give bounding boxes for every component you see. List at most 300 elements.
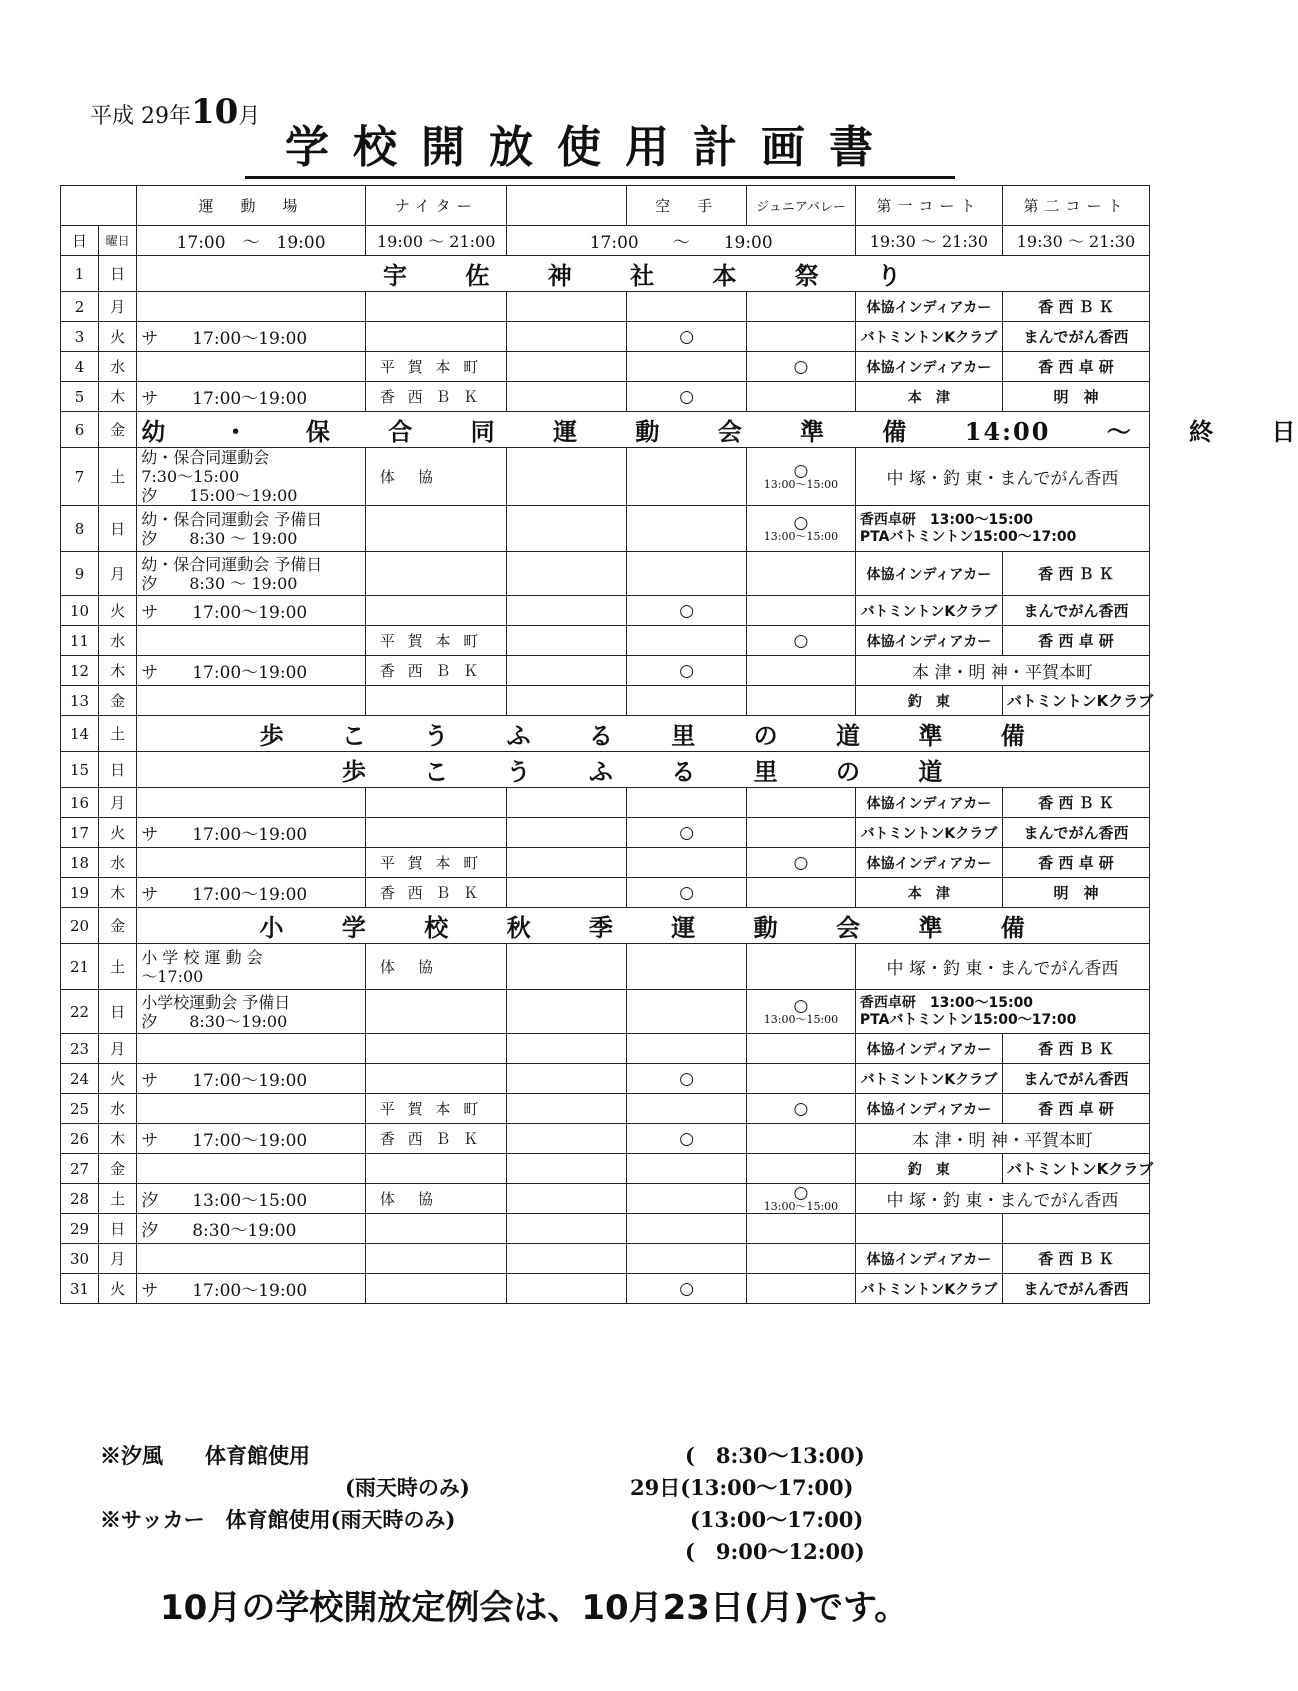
day-row <box>61 848 1150 878</box>
weekday: 金 <box>99 686 137 716</box>
time-nighter: 19:00 ～ 21:00 <box>365 226 507 256</box>
weekday: 月 <box>99 788 137 818</box>
junior-volley-time: 13:00～15:00 <box>763 1199 839 1213</box>
karate-cell: ○ <box>627 818 747 848</box>
ground-line-2: ～17:00 <box>141 966 204 986</box>
court-2-cell: 香 西 卓 研 <box>1002 352 1149 382</box>
blank-cell <box>507 944 627 990</box>
karate-cell <box>627 1154 747 1184</box>
ground-cell <box>137 1154 366 1184</box>
karate-cell <box>627 552 747 596</box>
court-1-cell: 体協インディアカー <box>855 1034 1002 1064</box>
junior-volley-cell: ○ <box>747 352 856 382</box>
weekday: 水 <box>99 626 137 656</box>
blank-cell <box>507 1274 627 1304</box>
junior-volley-time: 13:00～15:00 <box>763 529 839 543</box>
junior-volley-cell <box>747 1064 856 1094</box>
day-row <box>61 1094 1150 1124</box>
junior-volley-cell <box>747 1274 856 1304</box>
column-nighter: ナイター <box>365 186 507 226</box>
day-row <box>61 292 1150 322</box>
court-line-1: 香西卓研 13:00～15:00 <box>859 511 1034 528</box>
junior-volley-cell: ○ <box>747 626 856 656</box>
day-number: 23 <box>61 1034 99 1064</box>
day-number: 26 <box>61 1124 99 1154</box>
karate-cell <box>627 1214 747 1244</box>
day-row <box>61 944 1150 990</box>
day-row <box>61 1154 1150 1184</box>
court-2-cell <box>1002 1214 1149 1244</box>
weekday: 火 <box>99 596 137 626</box>
junior-volley-cell <box>747 1154 856 1184</box>
ground-cell: サ 17:00～19:00 <box>137 382 366 412</box>
day-number: 7 <box>61 448 99 506</box>
column-karate: 空 手 <box>627 186 747 226</box>
blank-cell <box>507 596 627 626</box>
day-row <box>61 1214 1150 1244</box>
blank-cell <box>507 1154 627 1184</box>
column-junior-volley: ジュニアバレー <box>747 186 856 226</box>
karate-cell: ○ <box>627 322 747 352</box>
court-1-cell: 本 津 <box>855 878 1002 908</box>
note-shiokaze-time: ( 8:30～13:00) <box>685 1443 865 1468</box>
day-row <box>61 552 1150 596</box>
court-line-1: 香西卓研 13:00～15:00 <box>859 994 1034 1011</box>
karate-cell <box>627 990 747 1034</box>
junior-volley-cell <box>747 686 856 716</box>
day-number: 5 <box>61 382 99 412</box>
day-number: 22 <box>61 990 99 1034</box>
court-combined <box>855 506 1149 552</box>
karate-cell <box>627 292 747 322</box>
era-prefix: 平成 29年 <box>90 104 191 129</box>
junior-volley-cell <box>747 506 856 552</box>
day-row <box>61 1034 1150 1064</box>
blank-cell <box>507 848 627 878</box>
day-row <box>61 788 1150 818</box>
weekday: 日 <box>99 1214 137 1244</box>
junior-volley-cell <box>747 656 856 686</box>
karate-cell <box>627 626 747 656</box>
junior-volley-cell <box>747 990 856 1034</box>
weekday: 金 <box>99 1154 137 1184</box>
karate-cell: ○ <box>627 1124 747 1154</box>
note-rain-only: (雨天時のみ) <box>345 1475 470 1500</box>
court-1-cell: バトミントンKクラブ <box>855 322 1002 352</box>
junior-volley-cell <box>747 322 856 352</box>
nighter-cell <box>365 596 507 626</box>
ground-cell <box>137 990 366 1034</box>
nighter-cell <box>365 1274 507 1304</box>
nighter-cell: 平 賀 本 町 <box>365 626 507 656</box>
court-2-cell: バトミントンKクラブ <box>1002 1154 1149 1184</box>
karate-cell <box>627 1094 747 1124</box>
court-2-cell: 香 西 卓 研 <box>1002 626 1149 656</box>
day-number: 6 <box>61 412 99 448</box>
column-court-2: 第二コート <box>1002 186 1149 226</box>
day-row <box>61 1244 1150 1274</box>
court-2-cell: バトミントンKクラブ <box>1002 686 1149 716</box>
junior-volley-mark: ○ <box>793 1182 809 1203</box>
court-2-cell: まんでがん香西 <box>1002 1274 1149 1304</box>
event-banner: 歩 こ う ふ る 里 の 道 準 備 <box>137 716 1150 752</box>
weekday-label: 曜日 <box>99 226 137 256</box>
blank-cell <box>507 788 627 818</box>
nighter-cell <box>365 292 507 322</box>
weekday: 火 <box>99 1274 137 1304</box>
ground-line-1: 幼・保合同運動会 <box>141 448 270 467</box>
day-row <box>61 716 1150 752</box>
ground-cell <box>137 686 366 716</box>
day-row <box>61 1274 1150 1304</box>
day-number: 31 <box>61 1274 99 1304</box>
weekday: 月 <box>99 1034 137 1064</box>
court-2-cell: 明 神 <box>1002 382 1149 412</box>
junior-volley-cell <box>747 448 856 506</box>
junior-volley-cell <box>747 1184 856 1214</box>
note-shiokaze: ※汐風 体育館使用 <box>100 1443 310 1468</box>
blank-cell <box>507 322 627 352</box>
junior-volley-cell <box>747 552 856 596</box>
junior-volley-cell <box>747 382 856 412</box>
weekday: 月 <box>99 552 137 596</box>
day-row <box>61 908 1150 944</box>
ground-cell: サ 17:00～19:00 <box>137 656 366 686</box>
day-number: 24 <box>61 1064 99 1094</box>
blank-cell <box>507 1064 627 1094</box>
time-ground: 17:00 ～ 19:00 <box>137 226 366 256</box>
court-1-cell <box>855 1214 1002 1244</box>
blank-cell <box>507 818 627 848</box>
junior-volley-time: 13:00～15:00 <box>763 1012 839 1026</box>
weekday: 日 <box>99 990 137 1034</box>
junior-volley-cell <box>747 878 856 908</box>
weekday: 金 <box>99 412 137 448</box>
ground-cell: サ 17:00～19:00 <box>137 596 366 626</box>
ground-line-1: 幼・保合同運動会 予備日 <box>141 554 323 574</box>
day-number: 15 <box>61 752 99 788</box>
day-row <box>61 448 1150 506</box>
weekday: 金 <box>99 908 137 944</box>
weekday: 日 <box>99 506 137 552</box>
court-2-cell: 香 西 卓 研 <box>1002 1094 1149 1124</box>
ground-cell <box>137 1034 366 1064</box>
day-row <box>61 1124 1150 1154</box>
ground-cell: サ 17:00～19:00 <box>137 1064 366 1094</box>
karate-cell <box>627 686 747 716</box>
time-court-2: 19:30 ～ 21:30 <box>1002 226 1149 256</box>
column-ground: 運 動 場 <box>137 186 366 226</box>
ground-cell: サ 17:00～19:00 <box>137 1274 366 1304</box>
day-row <box>61 818 1150 848</box>
ground-cell <box>137 848 366 878</box>
karate-cell <box>627 448 747 506</box>
nighter-cell: 平 賀 本 町 <box>365 848 507 878</box>
column-blank <box>507 186 627 226</box>
weekday: 土 <box>99 716 137 752</box>
karate-cell: ○ <box>627 1064 747 1094</box>
era-date <box>90 92 260 132</box>
day-number: 9 <box>61 552 99 596</box>
junior-volley-cell <box>747 596 856 626</box>
weekday: 木 <box>99 656 137 686</box>
court-line-2: PTAバトミントン15:00～17:00 <box>859 1011 1077 1028</box>
court-2-cell: 明 神 <box>1002 878 1149 908</box>
day-number: 17 <box>61 818 99 848</box>
day-number: 18 <box>61 848 99 878</box>
nighter-cell <box>365 322 507 352</box>
junior-volley-cell <box>747 788 856 818</box>
court-1-cell: バトミントンKクラブ <box>855 596 1002 626</box>
ground-cell <box>137 506 366 552</box>
court-1-cell: 釣 東 <box>855 1154 1002 1184</box>
court-combined: 中 塚・釣 東・まんでがん香西 <box>855 448 1149 506</box>
ground-cell: 汐 8:30～19:00 <box>137 1214 366 1244</box>
blank-cell <box>507 1034 627 1064</box>
day-number: 2 <box>61 292 99 322</box>
ground-cell <box>137 552 366 596</box>
month-suffix: 月 <box>238 104 261 129</box>
court-1-cell: 体協インディアカー <box>855 1244 1002 1274</box>
court-1-cell: 体協インディアカー <box>855 1094 1002 1124</box>
court-2-cell: まんでがん香西 <box>1002 322 1149 352</box>
ground-cell <box>137 1244 366 1274</box>
day-row <box>61 990 1150 1034</box>
weekday: 月 <box>99 1244 137 1274</box>
weekday: 火 <box>99 818 137 848</box>
ground-cell <box>137 352 366 382</box>
karate-cell <box>627 788 747 818</box>
day-number: 12 <box>61 656 99 686</box>
junior-volley-mark: ○ <box>793 460 809 481</box>
court-combined: 本 津・明 神・平賀本町 <box>855 1124 1149 1154</box>
blank-cell <box>507 382 627 412</box>
day-row <box>61 506 1150 552</box>
time-header-row <box>61 226 1150 256</box>
weekday: 火 <box>99 1064 137 1094</box>
blank-cell <box>507 292 627 322</box>
ground-cell <box>137 626 366 656</box>
column-header-row <box>61 186 1150 226</box>
blank-cell <box>507 626 627 656</box>
court-combined: 本 津・明 神・平賀本町 <box>855 656 1149 686</box>
court-combined: 中 塚・釣 東・まんでがん香西 <box>855 944 1149 990</box>
weekday: 水 <box>99 352 137 382</box>
meeting-notice: 10月の学校開放定例会は、10月23日(月)です。 <box>160 1588 909 1628</box>
note-soccer-time-2: ( 9:00～12:00) <box>685 1539 865 1564</box>
court-2-cell: まんでがん香西 <box>1002 1064 1149 1094</box>
nighter-cell: 香 西 Ｂ Ｋ <box>365 878 507 908</box>
court-1-cell: 体協インディアカー <box>855 626 1002 656</box>
junior-volley-mark: ○ <box>793 512 809 533</box>
day-number: 21 <box>61 944 99 990</box>
ground-line-2: 汐 8:30 ～ 19:00 <box>141 528 298 548</box>
day-number: 14 <box>61 716 99 752</box>
karate-cell <box>627 944 747 990</box>
junior-volley-cell: ○ <box>747 848 856 878</box>
nighter-cell: 平 賀 本 町 <box>365 1094 507 1124</box>
nighter-cell <box>365 1214 507 1244</box>
blank-cell <box>507 686 627 716</box>
karate-cell <box>627 506 747 552</box>
weekday: 日 <box>99 752 137 788</box>
weekday: 火 <box>99 322 137 352</box>
day-row <box>61 352 1150 382</box>
court-1-cell: バトミントンKクラブ <box>855 1274 1002 1304</box>
nighter-cell: 体 協 <box>365 944 507 990</box>
court-2-cell: まんでがん香西 <box>1002 596 1149 626</box>
nighter-cell: 平 賀 本 町 <box>365 352 507 382</box>
weekday: 木 <box>99 1124 137 1154</box>
note-soccer-time-1: (13:00～17:00) <box>690 1507 864 1532</box>
karate-cell <box>627 848 747 878</box>
court-combined <box>855 990 1149 1034</box>
blank-cell <box>507 878 627 908</box>
karate-cell: ○ <box>627 1274 747 1304</box>
court-1-cell: バトミントンKクラブ <box>855 818 1002 848</box>
day-row <box>61 1064 1150 1094</box>
court-line-2: PTAバトミントン15:00～17:00 <box>859 528 1077 545</box>
nighter-cell: 香 西 Ｂ Ｋ <box>365 1124 507 1154</box>
weekday: 土 <box>99 944 137 990</box>
schedule-table <box>60 185 1298 1304</box>
event-banner: 歩 こ う ふ る 里 の 道 <box>137 752 1150 788</box>
weekday: 土 <box>99 1184 137 1214</box>
day-number: 16 <box>61 788 99 818</box>
court-2-cell: まんでがん香西 <box>1002 818 1149 848</box>
note-soccer: ※サッカー 体育館使用(雨天時のみ) <box>100 1507 456 1532</box>
blank-cell <box>507 990 627 1034</box>
court-2-cell: 香 西 Ｂ Ｋ <box>1002 788 1149 818</box>
time-court-1: 19:30 ～ 21:30 <box>855 226 1002 256</box>
ground-cell <box>137 292 366 322</box>
court-1-cell: 体協インディアカー <box>855 352 1002 382</box>
court-2-cell: 香 西 Ｂ Ｋ <box>1002 1034 1149 1064</box>
karate-cell: ○ <box>627 878 747 908</box>
day-number: 4 <box>61 352 99 382</box>
blank-cell <box>507 1094 627 1124</box>
junior-volley-time: 13:00～15:00 <box>763 477 839 491</box>
day-row <box>61 752 1150 788</box>
ground-cell: サ 17:00～19:00 <box>137 818 366 848</box>
court-2-cell: 香 西 Ｂ Ｋ <box>1002 292 1149 322</box>
court-1-cell: 体協インディアカー <box>855 848 1002 878</box>
page-title: 学校開放使用計画書 <box>245 120 955 179</box>
day-number: 3 <box>61 322 99 352</box>
ground-cell: サ 17:00～19:00 <box>137 322 366 352</box>
day-number: 10 <box>61 596 99 626</box>
day-number: 8 <box>61 506 99 552</box>
event-banner: 小 学 校 秋 季 運 動 会 準 備 <box>137 908 1150 944</box>
court-1-cell: 釣 東 <box>855 686 1002 716</box>
note-29-time: 29日(13:00～17:00) <box>630 1475 854 1500</box>
court-2-cell: 香 西 Ｂ Ｋ <box>1002 1244 1149 1274</box>
blank-cell <box>507 1214 627 1244</box>
court-1-cell: 体協インディアカー <box>855 788 1002 818</box>
junior-volley-cell <box>747 818 856 848</box>
day-row <box>61 878 1150 908</box>
day-number: 29 <box>61 1214 99 1244</box>
blank-cell <box>507 552 627 596</box>
court-1-cell: 体協インディアカー <box>855 292 1002 322</box>
nighter-cell: 香 西 Ｂ Ｋ <box>365 656 507 686</box>
event-banner: 幼 ・ 保 合 同 運 動 会 準 備 14:00 ～ 終 日 <box>137 412 1150 448</box>
day-row <box>61 656 1150 686</box>
karate-cell <box>627 1034 747 1064</box>
day-row <box>61 1184 1150 1214</box>
ground-line-2: 汐 8:30 ～ 19:00 <box>141 573 298 593</box>
nighter-cell: 体 協 <box>365 1184 507 1214</box>
ground-line-1: 小学校運動会 予備日 <box>141 992 291 1012</box>
ground-cell <box>137 944 366 990</box>
ground-line-2: 汐 15:00～19:00 <box>141 486 298 505</box>
blank-cell <box>507 656 627 686</box>
blank-cell <box>507 1184 627 1214</box>
weekday: 木 <box>99 878 137 908</box>
day-number: 25 <box>61 1094 99 1124</box>
day-row <box>61 256 1150 292</box>
junior-volley-cell <box>747 944 856 990</box>
nighter-cell <box>365 788 507 818</box>
weekday: 土 <box>99 448 137 506</box>
day-number: 19 <box>61 878 99 908</box>
ground-line-1: 幼・保合同運動会 予備日 <box>141 509 323 529</box>
junior-volley-cell <box>747 1034 856 1064</box>
blank-cell <box>507 352 627 382</box>
court-2-cell: 香 西 卓 研 <box>1002 848 1149 878</box>
junior-volley-cell <box>747 292 856 322</box>
ground-cell <box>137 1094 366 1124</box>
court-2-cell: 香 西 Ｂ Ｋ <box>1002 552 1149 596</box>
nighter-cell <box>365 506 507 552</box>
day-number: 20 <box>61 908 99 944</box>
junior-volley-mark: ○ <box>793 995 809 1016</box>
nighter-cell <box>365 686 507 716</box>
day-row <box>61 412 1150 448</box>
header-blank-cell <box>61 186 137 226</box>
nighter-cell <box>365 1244 507 1274</box>
day-number: 13 <box>61 686 99 716</box>
day-row <box>61 596 1150 626</box>
weekday: 日 <box>99 256 137 292</box>
nighter-cell <box>365 552 507 596</box>
day-number: 1 <box>61 256 99 292</box>
ground-cell <box>137 448 366 506</box>
day-number: 28 <box>61 1184 99 1214</box>
event-banner: 宇 佐 神 社 本 祭 り <box>137 256 1150 292</box>
ground-line-1: 小 学 校 運 動 会 <box>141 947 263 967</box>
nighter-cell <box>365 818 507 848</box>
weekday: 水 <box>99 848 137 878</box>
junior-volley-cell <box>747 1214 856 1244</box>
junior-volley-cell: ○ <box>747 1094 856 1124</box>
day-label: 日 <box>61 226 99 256</box>
court-1-cell: 体協インディアカー <box>855 552 1002 596</box>
ground-line-2: 汐 8:30～19:00 <box>141 1011 288 1031</box>
karate-cell <box>627 352 747 382</box>
day-number: 30 <box>61 1244 99 1274</box>
day-row <box>61 322 1150 352</box>
month-number: 10 <box>191 92 239 132</box>
junior-volley-cell <box>747 1244 856 1274</box>
karate-cell <box>627 1184 747 1214</box>
court-1-cell: 本 津 <box>855 382 1002 412</box>
blank-cell <box>507 1244 627 1274</box>
karate-cell: ○ <box>627 596 747 626</box>
column-court-1: 第一コート <box>855 186 1002 226</box>
nighter-cell: 香 西 Ｂ Ｋ <box>365 382 507 412</box>
junior-volley-cell <box>747 1124 856 1154</box>
